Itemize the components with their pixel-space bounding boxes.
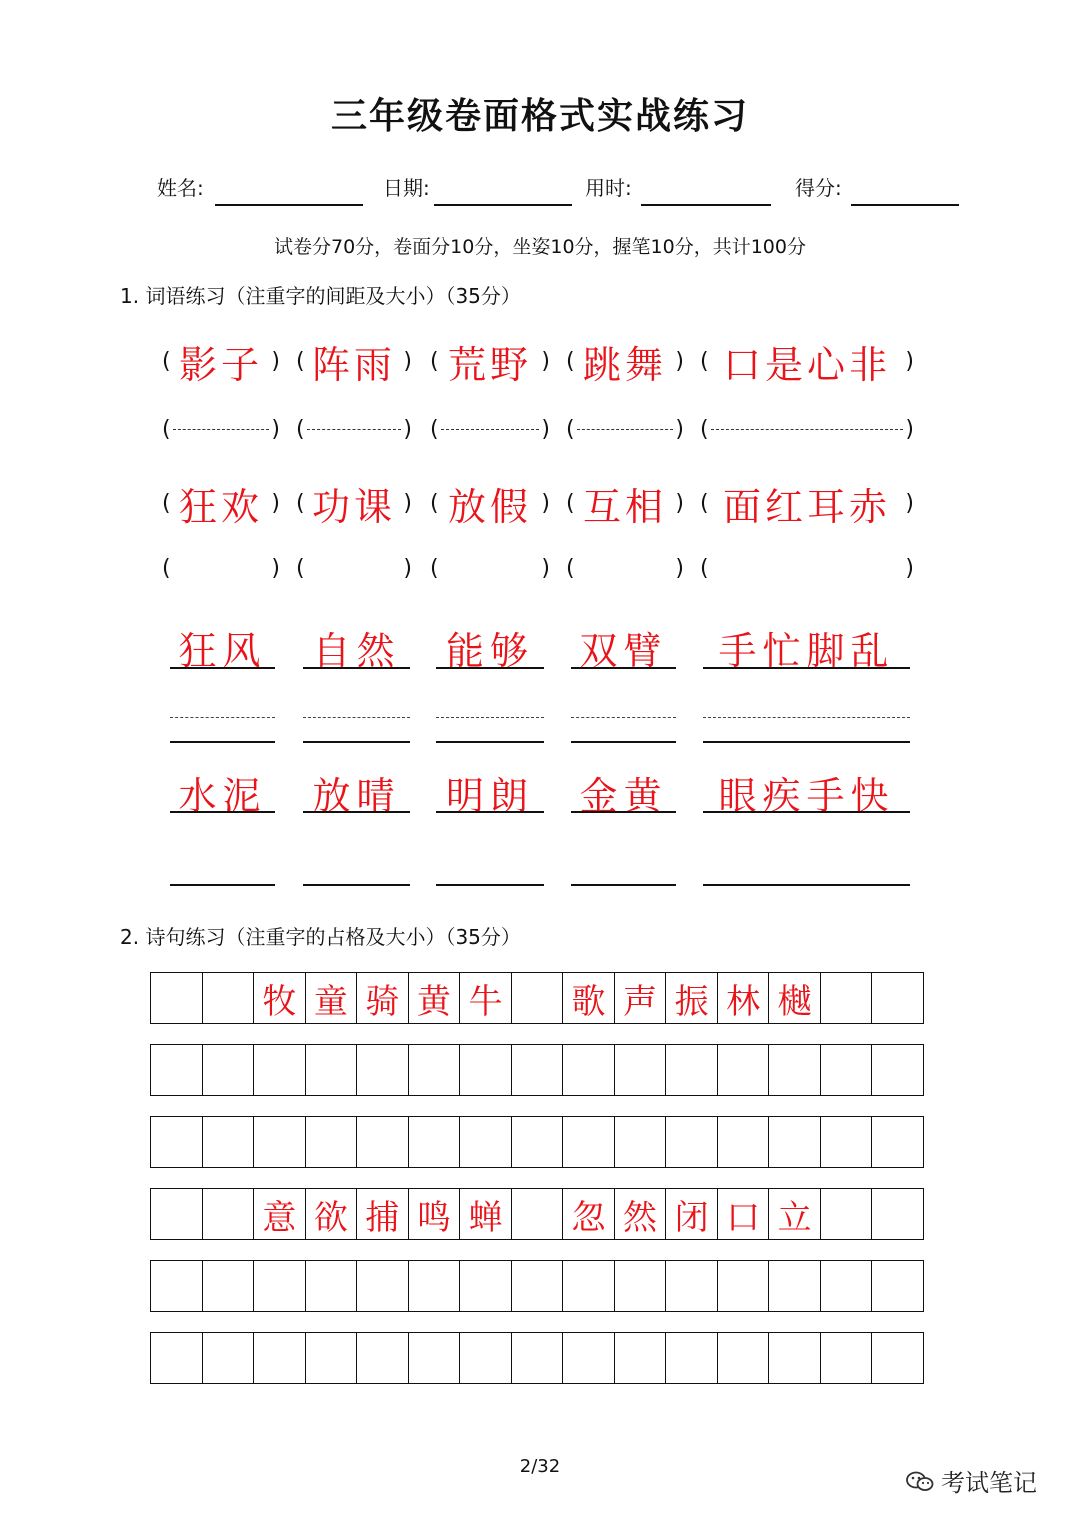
grid-cell[interactable]	[718, 1117, 770, 1167]
grid-cell[interactable]	[563, 1045, 615, 1095]
grid-cell[interactable]	[460, 973, 512, 1023]
grid-char: 蝉	[468, 1197, 503, 1238]
poem-grid-row	[150, 1116, 924, 1168]
word-cell	[566, 478, 684, 528]
close-paren: )	[403, 348, 412, 374]
answer-blank[interactable]	[162, 404, 280, 454]
word-cell	[700, 336, 914, 386]
score-label: 得分:	[795, 176, 842, 200]
word-text: 互相	[582, 484, 667, 529]
answer-blank[interactable]	[430, 404, 550, 454]
grid-cell[interactable]	[409, 1045, 461, 1095]
grid-cell[interactable]	[718, 973, 770, 1023]
underlined-word: 狂风	[178, 629, 267, 673]
close-paren: )	[675, 490, 684, 516]
grid-cell[interactable]	[254, 1333, 306, 1383]
grid-cell[interactable]	[460, 1333, 512, 1383]
grid-cell[interactable]	[512, 973, 564, 1023]
word-cell	[296, 336, 412, 386]
date-label: 日期:	[383, 176, 430, 200]
grid-cell[interactable]	[151, 1117, 203, 1167]
grid-cell[interactable]	[821, 1045, 873, 1095]
underlined-word: 明朗	[445, 774, 534, 818]
grid-cell[interactable]	[460, 1189, 512, 1239]
score-field[interactable]	[851, 204, 959, 206]
writing-line[interactable]	[170, 741, 275, 743]
word-cell	[566, 336, 684, 386]
word-cell	[430, 336, 550, 386]
grid-cell[interactable]	[357, 973, 409, 1023]
open-paren: (	[430, 348, 439, 374]
grid-cell[interactable]	[872, 1045, 923, 1095]
grid-cell[interactable]	[306, 1333, 358, 1383]
open-paren: (	[430, 555, 439, 581]
grid-cell[interactable]	[615, 973, 667, 1023]
grid-cell[interactable]	[151, 1333, 203, 1383]
grid-char: 欲	[313, 1197, 348, 1238]
watermark	[905, 1463, 1037, 1498]
underlined-word: 金黄	[579, 774, 668, 818]
grid-cell[interactable]	[254, 1045, 306, 1095]
grid-cell[interactable]	[821, 1333, 873, 1383]
dashed-guide	[303, 717, 410, 718]
grid-cell[interactable]	[769, 1333, 821, 1383]
grid-cell[interactable]	[409, 1189, 461, 1239]
grid-cell[interactable]	[203, 1045, 255, 1095]
poem-grid-row	[150, 972, 924, 1024]
grid-cell[interactable]	[512, 1333, 564, 1383]
close-paren: )	[271, 416, 280, 442]
answer-blank[interactable]	[430, 543, 550, 593]
grid-cell[interactable]	[666, 1333, 718, 1383]
open-paren: (	[700, 348, 709, 374]
grid-cell[interactable]	[666, 1117, 718, 1167]
dotted-guide	[307, 429, 402, 430]
poem-grid-row	[150, 1260, 924, 1312]
open-paren: (	[430, 416, 439, 442]
close-paren: )	[403, 490, 412, 516]
close-paren: )	[905, 490, 914, 516]
grid-char: 歌	[571, 981, 606, 1022]
grid-cell[interactable]	[254, 1117, 306, 1167]
word-cell	[430, 478, 550, 528]
grid-char: 声	[623, 981, 658, 1022]
grid-cell[interactable]	[821, 1189, 873, 1239]
grid-char: 忽	[571, 1197, 606, 1238]
grid-char: 林	[726, 981, 761, 1022]
grid-cell[interactable]	[872, 1261, 923, 1311]
answer-blank[interactable]	[566, 404, 684, 454]
grid-cell[interactable]	[769, 1189, 821, 1239]
word-text: 阵雨	[311, 342, 396, 387]
grid-cell[interactable]	[357, 1189, 409, 1239]
answer-blank[interactable]	[296, 543, 412, 593]
grid-cell[interactable]	[254, 973, 306, 1023]
answer-blank[interactable]	[700, 543, 914, 593]
dotted-guide	[173, 429, 270, 430]
grid-cell[interactable]	[821, 973, 873, 1023]
open-paren: (	[162, 490, 171, 516]
open-paren: (	[700, 416, 709, 442]
page-title: 三年级卷面格式实战练习	[330, 96, 749, 137]
grid-cell[interactable]	[409, 1261, 461, 1311]
word-cell	[700, 478, 914, 528]
section1-heading: 1. 词语练习（注重字的间距及大小）（35分）	[120, 284, 521, 308]
close-paren: )	[403, 416, 412, 442]
close-paren: )	[541, 416, 550, 442]
writing-line[interactable]	[303, 884, 410, 886]
grid-cell[interactable]	[821, 1261, 873, 1311]
underlined-word: 水泥	[178, 774, 267, 818]
close-paren: )	[403, 555, 412, 581]
open-paren: (	[162, 416, 171, 442]
underlined-word: 放晴	[312, 774, 401, 818]
open-paren: (	[162, 555, 171, 581]
close-paren: )	[905, 348, 914, 374]
grid-cell[interactable]	[615, 1261, 667, 1311]
open-paren: (	[162, 348, 171, 374]
grid-char: 樾	[777, 981, 812, 1022]
close-paren: )	[541, 490, 550, 516]
grid-cell[interactable]	[718, 1333, 770, 1383]
word-text: 口是心非	[722, 342, 891, 387]
writing-line[interactable]	[703, 667, 910, 669]
grid-cell[interactable]	[512, 1261, 564, 1311]
word-cell	[296, 478, 412, 528]
grid-cell[interactable]	[460, 1261, 512, 1311]
grid-cell[interactable]	[563, 973, 615, 1023]
poem-grid-row	[150, 1332, 924, 1384]
grid-char: 童	[313, 981, 348, 1022]
writing-line[interactable]	[303, 741, 410, 743]
grid-cell[interactable]	[357, 1261, 409, 1311]
underlined-word: 双臂	[579, 629, 668, 673]
underlined-word: 眼疾手快	[718, 774, 895, 818]
grid-char: 立	[777, 1197, 812, 1238]
grid-char: 然	[623, 1197, 658, 1238]
grid-char: 捕	[365, 1197, 400, 1238]
grid-cell[interactable]	[666, 1045, 718, 1095]
grid-cell[interactable]	[357, 1117, 409, 1167]
close-paren: )	[675, 348, 684, 374]
word-cell	[162, 478, 280, 528]
writing-line[interactable]	[170, 811, 275, 813]
writing-line[interactable]	[703, 741, 910, 743]
grid-char: 牛	[468, 981, 503, 1022]
grid-cell[interactable]	[615, 1117, 667, 1167]
grid-cell[interactable]	[203, 1189, 255, 1239]
close-paren: )	[541, 555, 550, 581]
word-text: 荒野	[447, 342, 532, 387]
grid-cell[interactable]	[306, 1117, 358, 1167]
grid-cell[interactable]	[512, 1189, 564, 1239]
grid-cell[interactable]	[151, 973, 203, 1023]
writing-line[interactable]	[436, 884, 544, 886]
grid-cell[interactable]	[718, 1189, 770, 1239]
writing-line[interactable]	[436, 667, 544, 669]
open-paren: (	[566, 490, 575, 516]
open-paren: (	[700, 490, 709, 516]
writing-line[interactable]	[571, 741, 676, 743]
grid-cell[interactable]	[151, 1045, 203, 1095]
grid-cell[interactable]	[203, 973, 255, 1023]
open-paren: (	[566, 555, 575, 581]
word-text: 功课	[311, 484, 396, 529]
grid-cell[interactable]	[563, 1333, 615, 1383]
grid-cell[interactable]	[666, 973, 718, 1023]
grid-cell[interactable]	[563, 1261, 615, 1311]
poem-grid-row	[150, 1188, 924, 1240]
answer-blank[interactable]	[296, 404, 412, 454]
dashed-guide	[170, 717, 275, 718]
underlined-word: 手忙脚乱	[718, 629, 895, 673]
open-paren: (	[296, 555, 305, 581]
grid-cell[interactable]	[409, 973, 461, 1023]
open-paren: (	[296, 490, 305, 516]
grid-cell[interactable]	[872, 1333, 923, 1383]
grid-char: 口	[726, 1197, 761, 1238]
grid-char: 振	[674, 981, 709, 1022]
writing-line[interactable]	[571, 811, 676, 813]
grid-cell[interactable]	[460, 1117, 512, 1167]
grid-cell[interactable]	[769, 1261, 821, 1311]
close-paren: )	[271, 348, 280, 374]
open-paren: (	[566, 416, 575, 442]
underlined-word: 能够	[445, 629, 534, 673]
writing-line[interactable]	[571, 667, 676, 669]
score-breakdown: 试卷分70分，卷面分10分，坐姿10分，握笔10分，共计100分	[274, 236, 806, 258]
dotted-guide	[441, 429, 540, 430]
dashed-guide	[571, 717, 676, 718]
open-paren: (	[430, 490, 439, 516]
grid-char: 骑	[365, 981, 400, 1022]
open-paren: (	[700, 555, 709, 581]
writing-line[interactable]	[436, 741, 544, 743]
word-text: 影子	[178, 342, 263, 387]
date-field[interactable]	[434, 204, 572, 206]
grid-cell[interactable]	[769, 973, 821, 1023]
grid-cell[interactable]	[872, 1189, 923, 1239]
grid-cell[interactable]	[563, 1189, 615, 1239]
writing-line[interactable]	[436, 811, 544, 813]
answer-blank[interactable]	[566, 543, 684, 593]
grid-cell[interactable]	[666, 1261, 718, 1311]
grid-cell[interactable]	[615, 1333, 667, 1383]
writing-line[interactable]	[303, 667, 410, 669]
dashed-guide	[703, 717, 910, 718]
open-paren: (	[296, 416, 305, 442]
word-text: 放假	[447, 484, 532, 529]
grid-cell[interactable]	[254, 1261, 306, 1311]
grid-cell[interactable]	[203, 1333, 255, 1383]
dashed-guide	[436, 717, 544, 718]
dotted-guide	[711, 429, 904, 430]
close-paren: )	[271, 490, 280, 516]
grid-cell[interactable]	[512, 1045, 564, 1095]
grid-cell[interactable]	[151, 1261, 203, 1311]
grid-cell[interactable]	[615, 1045, 667, 1095]
grid-cell[interactable]	[718, 1045, 770, 1095]
grid-cell[interactable]	[563, 1117, 615, 1167]
grid-cell[interactable]	[254, 1189, 306, 1239]
grid-cell[interactable]	[460, 1045, 512, 1095]
grid-cell[interactable]	[203, 1117, 255, 1167]
grid-cell[interactable]	[872, 1117, 923, 1167]
wechat-icon	[905, 1470, 935, 1492]
writing-line[interactable]	[170, 884, 275, 886]
grid-cell[interactable]	[872, 973, 923, 1023]
answer-blank[interactable]	[700, 404, 914, 454]
word-text: 跳舞	[582, 342, 667, 387]
grid-cell[interactable]	[512, 1117, 564, 1167]
writing-line[interactable]	[571, 884, 676, 886]
dotted-guide	[577, 429, 674, 430]
underlined-word: 自然	[312, 629, 401, 673]
grid-cell[interactable]	[769, 1045, 821, 1095]
word-text: 狂欢	[178, 484, 263, 529]
close-paren: )	[905, 555, 914, 581]
watermark-text: 考试笔记	[941, 1469, 1037, 1497]
grid-cell[interactable]	[821, 1117, 873, 1167]
grid-cell[interactable]	[615, 1189, 667, 1239]
word-text: 面红耳赤	[722, 484, 891, 529]
close-paren: )	[675, 416, 684, 442]
page-number: 2/32	[519, 1456, 561, 1477]
grid-char: 鸣	[416, 1197, 451, 1238]
name-field[interactable]	[215, 204, 363, 206]
grid-cell[interactable]	[306, 1261, 358, 1311]
close-paren: )	[541, 348, 550, 374]
writing-line[interactable]	[303, 811, 410, 813]
grid-cell[interactable]	[357, 1333, 409, 1383]
grid-cell[interactable]	[718, 1261, 770, 1311]
grid-char: 牧	[262, 981, 297, 1022]
answer-blank[interactable]	[162, 543, 280, 593]
poem-grid-row	[150, 1044, 924, 1096]
grid-cell[interactable]	[203, 1261, 255, 1311]
grid-cell[interactable]	[306, 973, 358, 1023]
writing-line[interactable]	[703, 884, 910, 886]
open-paren: (	[566, 348, 575, 374]
grid-cell[interactable]	[409, 1333, 461, 1383]
close-paren: )	[271, 555, 280, 581]
grid-cell[interactable]	[357, 1045, 409, 1095]
name-label: 姓名:	[157, 176, 204, 200]
open-paren: (	[296, 348, 305, 374]
writing-line[interactable]	[703, 811, 910, 813]
grid-cell[interactable]	[151, 1189, 203, 1239]
grid-cell[interactable]	[306, 1189, 358, 1239]
word-cell	[162, 336, 280, 386]
grid-char: 黄	[416, 981, 451, 1022]
time-field[interactable]	[641, 204, 771, 206]
grid-cell[interactable]	[409, 1117, 461, 1167]
close-paren: )	[675, 555, 684, 581]
time-label: 用时:	[585, 176, 632, 200]
section2-heading: 2. 诗句练习（注重字的占格及大小）（35分）	[120, 925, 521, 949]
grid-char: 闭	[674, 1197, 709, 1238]
close-paren: )	[905, 416, 914, 442]
grid-char: 意	[262, 1197, 297, 1238]
grid-cell[interactable]	[666, 1189, 718, 1239]
grid-cell[interactable]	[769, 1117, 821, 1167]
grid-cell[interactable]	[306, 1045, 358, 1095]
writing-line[interactable]	[170, 667, 275, 669]
